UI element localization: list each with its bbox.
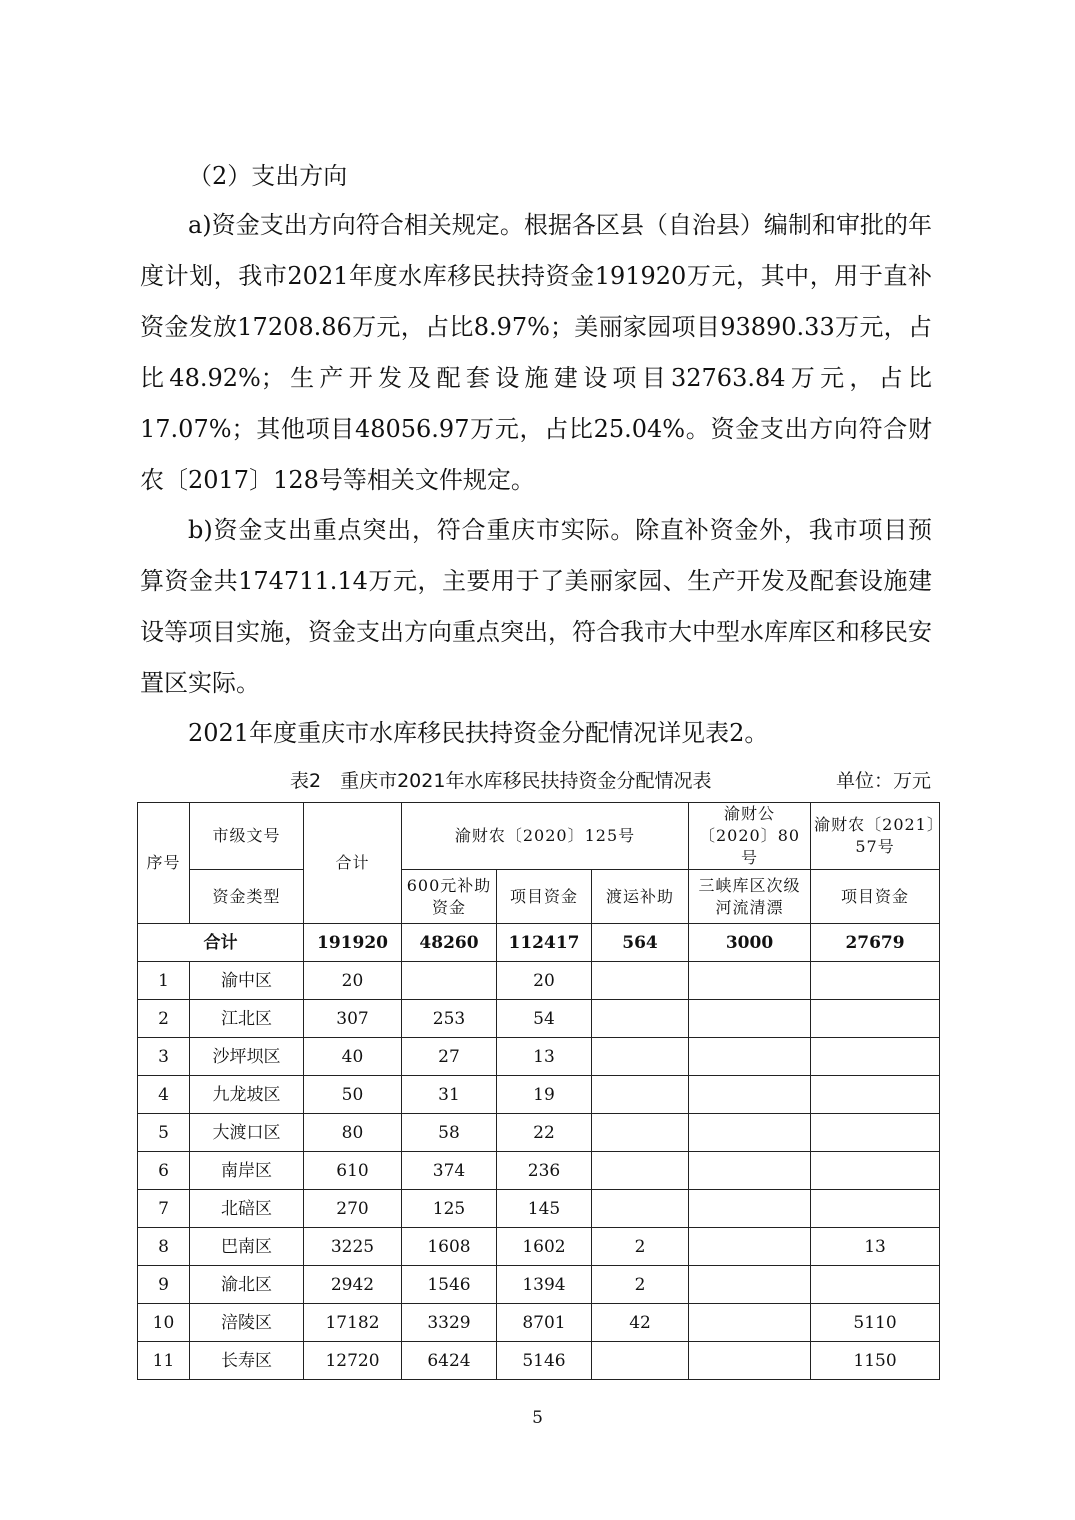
cell-clean: [689, 1038, 811, 1076]
header-group-3: 渝财农〔2021〕57号: [811, 803, 940, 870]
total-cell: 191920: [304, 924, 402, 962]
cell-project2: 13: [811, 1228, 940, 1266]
table-row: [138, 1342, 940, 1380]
cell-seq: 10: [138, 1304, 190, 1342]
cell-project: 1394: [497, 1266, 592, 1304]
table-row: [138, 1038, 940, 1076]
cell-clean: [689, 1342, 811, 1380]
total-ferry-cell: 564: [592, 924, 689, 962]
table-unit: 单位：万元: [835, 770, 931, 792]
cell-subsidy: 1546: [402, 1266, 497, 1304]
header-row-1: [138, 803, 940, 870]
table-title: 表2 重庆市2021年水库移民扶持资金分配情况表: [290, 770, 712, 792]
cell-total: 50: [304, 1076, 402, 1114]
cell-clean: [689, 1266, 811, 1304]
cell-seq: 3: [138, 1038, 190, 1076]
cell-project: 20: [497, 962, 592, 1000]
cell-project: 5146: [497, 1342, 592, 1380]
header-project-2: 项目资金: [811, 870, 940, 924]
cell-subsidy: 125: [402, 1190, 497, 1228]
cell-project: 22: [497, 1114, 592, 1152]
cell-total: 20: [304, 962, 402, 1000]
total-clean-cell: 3000: [689, 924, 811, 962]
cell-project: 54: [497, 1000, 592, 1038]
section-heading: （2）支出方向: [188, 162, 348, 190]
cell-subsidy: 58: [402, 1114, 497, 1152]
cell-ferry: [592, 1190, 689, 1228]
cell-seq: 6: [138, 1152, 190, 1190]
table-row: [138, 1076, 940, 1114]
header-total: 合计: [304, 803, 402, 924]
total-label: 合计: [138, 924, 304, 962]
cell-total: 307: [304, 1000, 402, 1038]
cell-total: 17182: [304, 1304, 402, 1342]
allocation-table: [137, 802, 940, 1380]
table-row: [138, 1114, 940, 1152]
page-number: 5: [532, 1408, 543, 1428]
cell-clean: [689, 1000, 811, 1038]
cell-project2: [811, 1000, 940, 1038]
header-seq: 序号: [138, 803, 190, 924]
cell-total: 610: [304, 1152, 402, 1190]
cell-subsidy: 253: [402, 1000, 497, 1038]
cell-project: 145: [497, 1190, 592, 1228]
table-caption: [140, 760, 935, 796]
cell-clean: [689, 962, 811, 1000]
cell-project: 13: [497, 1038, 592, 1076]
cell-seq: 4: [138, 1076, 190, 1114]
cell-subsidy: 3329: [402, 1304, 497, 1342]
cell-project2: [811, 1152, 940, 1190]
cell-project: 19: [497, 1076, 592, 1114]
cell-ferry: [592, 1038, 689, 1076]
cell-project2: [811, 1190, 940, 1228]
cell-clean: [689, 1228, 811, 1266]
cell-clean: [689, 1152, 811, 1190]
cell-total: 270: [304, 1190, 402, 1228]
cell-subsidy: 374: [402, 1152, 497, 1190]
total-subsidy-cell: 48260: [402, 924, 497, 962]
cell-project2: 5110: [811, 1304, 940, 1342]
table-row: [138, 1228, 940, 1266]
cell-ferry: [592, 962, 689, 1000]
cell-project2: 1150: [811, 1342, 940, 1380]
table-row: [138, 1152, 940, 1190]
cell-seq: 8: [138, 1228, 190, 1266]
cell-subsidy: [402, 962, 497, 1000]
cell-project2: [811, 962, 940, 1000]
table-row: [138, 1304, 940, 1342]
header-clean: 三峡库区次级河流清漂: [689, 870, 811, 924]
header-group-2: 渝财公〔2020〕80号: [689, 803, 811, 870]
cell-ferry: [592, 1000, 689, 1038]
cell-ferry: [592, 1076, 689, 1114]
cell-district: 长寿区: [190, 1342, 304, 1380]
total-project-2-cell: 27679: [811, 924, 940, 962]
table-row: [138, 1190, 940, 1228]
cell-seq: 11: [138, 1342, 190, 1380]
total-project-cell: 112417: [497, 924, 592, 962]
cell-total: 40: [304, 1038, 402, 1076]
cell-seq: 1: [138, 962, 190, 1000]
cell-seq: 5: [138, 1114, 190, 1152]
header-fund-type: 资金类型: [190, 870, 304, 924]
cell-total: 3225: [304, 1228, 402, 1266]
cell-subsidy: 6424: [402, 1342, 497, 1380]
cell-project2: [811, 1076, 940, 1114]
cell-total: 2942: [304, 1266, 402, 1304]
cell-total: 12720: [304, 1342, 402, 1380]
paragraph-a: a)资金支出方向符合相关规定。根据各区县（自治县）编制和审批的年度计划，我市2021年度水库移民扶持资金191920万元，其中，用于直补资金发放17208.86万元，占比8.97%；美丽家园项目93890.33万元，占比48.92%；生产开发及配套设施建设项目32763.84万元，占比17.07%；其他项目48056.97万元，占比25.04%。资金支出方向符合财农〔2017〕128号等相关文件规定。: [140, 211, 932, 494]
cell-project2: [811, 1038, 940, 1076]
header-group-1: 渝财农〔2020〕125号: [402, 803, 689, 870]
cell-ferry: [592, 1152, 689, 1190]
cell-district: 涪陵区: [190, 1304, 304, 1342]
paragraph-b: b)资金支出重点突出，符合重庆市实际。除直补资金外，我市项目预算资金共174711.14万元，主要用于了美丽家园、生产开发及配套设施建设等项目实施，资金支出方向重点突出，符合我市大中型水库库区和移民安置区实际。: [140, 516, 932, 697]
cell-project: 1602: [497, 1228, 592, 1266]
cell-district: 九龙坡区: [190, 1076, 304, 1114]
cell-project2: [811, 1266, 940, 1304]
cell-clean: [689, 1076, 811, 1114]
cell-seq: 2: [138, 1000, 190, 1038]
cell-clean: [689, 1304, 811, 1342]
cell-clean: [689, 1190, 811, 1228]
cell-project: 236: [497, 1152, 592, 1190]
cell-district: 江北区: [190, 1000, 304, 1038]
cell-project: 8701: [497, 1304, 592, 1342]
header-project: 项目资金: [497, 870, 592, 924]
cell-ferry: 42: [592, 1304, 689, 1342]
cell-district: 沙坪坝区: [190, 1038, 304, 1076]
cell-seq: 7: [138, 1190, 190, 1228]
cell-ferry: [592, 1342, 689, 1380]
cell-ferry: 2: [592, 1228, 689, 1266]
header-row-2: [138, 870, 940, 924]
table-body: [138, 962, 940, 1380]
table-row: [138, 962, 940, 1000]
cell-total: 80: [304, 1114, 402, 1152]
cell-subsidy: 31: [402, 1076, 497, 1114]
cell-district: 渝北区: [190, 1266, 304, 1304]
cell-project2: [811, 1114, 940, 1152]
cell-subsidy: 1608: [402, 1228, 497, 1266]
table-row: [138, 1266, 940, 1304]
cell-district: 巴南区: [190, 1228, 304, 1266]
cell-clean: [689, 1114, 811, 1152]
paragraph-c: 2021年度重庆市水库移民扶持资金分配情况详见表2。: [188, 719, 769, 747]
cell-district: 大渡口区: [190, 1114, 304, 1152]
cell-ferry: 2: [592, 1266, 689, 1304]
header-doc-no: 市级文号: [190, 803, 304, 870]
cell-subsidy: 27: [402, 1038, 497, 1076]
cell-district: 南岸区: [190, 1152, 304, 1190]
cell-district: 渝中区: [190, 962, 304, 1000]
cell-district: 北碚区: [190, 1190, 304, 1228]
total-row: [138, 924, 940, 962]
cell-seq: 9: [138, 1266, 190, 1304]
header-ferry: 渡运补助: [592, 870, 689, 924]
table-row: [138, 1000, 940, 1038]
header-subsidy: 600元补助资金: [402, 870, 497, 924]
cell-ferry: [592, 1114, 689, 1152]
